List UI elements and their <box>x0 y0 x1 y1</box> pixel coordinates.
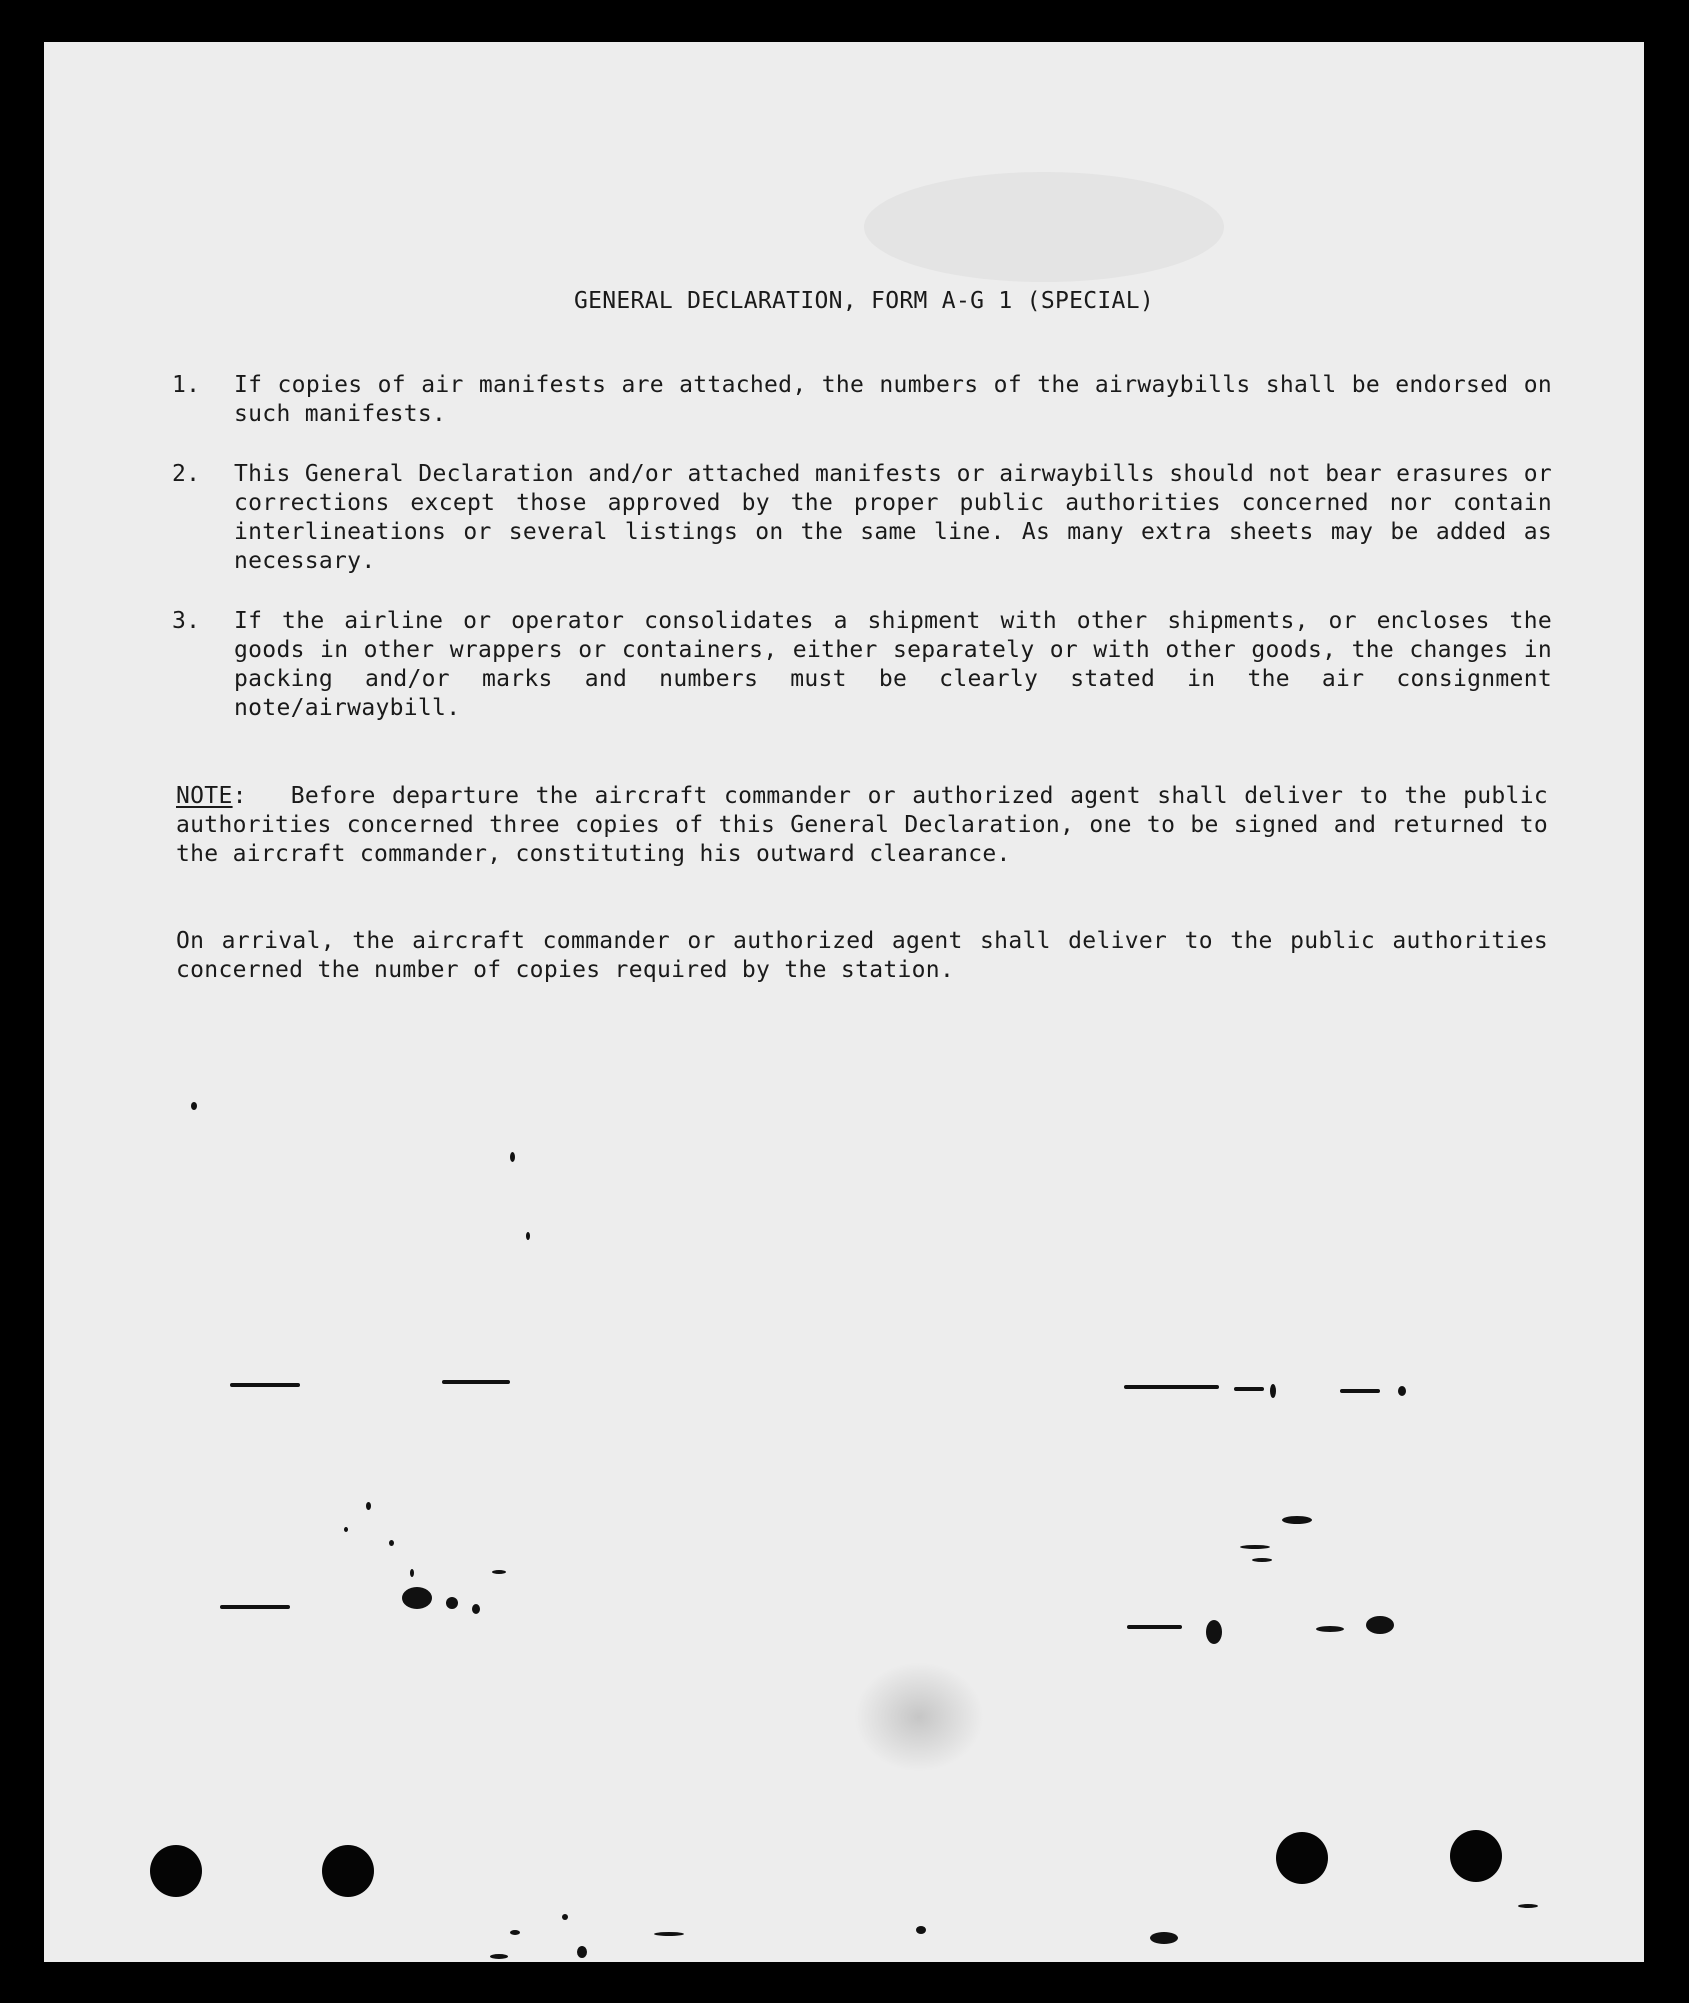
speck <box>230 1383 300 1387</box>
speck <box>1316 1626 1344 1632</box>
speck <box>577 1946 587 1958</box>
speck <box>562 1914 568 1920</box>
speck <box>916 1926 926 1934</box>
list-item <box>172 371 1552 429</box>
speck <box>1518 1904 1538 1908</box>
speck <box>389 1540 394 1546</box>
note-paragraph <box>176 782 1548 869</box>
speck <box>1270 1384 1276 1398</box>
list-item-number: 1. <box>172 372 201 398</box>
arrival-paragraph: On arrival, the aircraft commander or authorized agent shall deliver to the public authorities concerned the number of copies required by the station. <box>176 928 1548 983</box>
speck <box>1282 1516 1312 1524</box>
speck <box>472 1604 480 1614</box>
list-item-text: If copies of air manifests are attached, the numbers of the airwaybills shall be endorsed on such manifests. <box>234 372 1552 427</box>
speck <box>402 1587 432 1609</box>
speck <box>492 1570 506 1574</box>
list-item-number: 2. <box>172 461 201 487</box>
list-item-text: This General Declaration and/or attached manifests or airwaybills should not bear erasures or corrections except those approved by the proper public authorities concerned nor contain interlineations or several listings on the same line. As many extra sheets may be added as necessary. <box>234 461 1552 574</box>
speck <box>490 1954 508 1959</box>
note-colon: : <box>232 783 247 809</box>
speck <box>510 1930 520 1935</box>
speck <box>410 1569 414 1577</box>
speck <box>1252 1558 1272 1562</box>
punch-hole <box>1276 1832 1328 1884</box>
speck <box>1240 1545 1270 1549</box>
punch-hole <box>150 1845 202 1897</box>
speck <box>446 1597 458 1609</box>
speck <box>220 1605 290 1609</box>
speck <box>366 1502 371 1510</box>
speck <box>344 1527 348 1532</box>
speck <box>191 1102 197 1110</box>
smudge <box>854 1662 984 1772</box>
speck <box>1340 1389 1380 1393</box>
page-title: GENERAL DECLARATION, FORM A-G 1 (SPECIAL) <box>573 288 1155 314</box>
speck <box>1206 1620 1222 1644</box>
punch-hole <box>322 1845 374 1897</box>
speck <box>510 1152 515 1162</box>
document-page <box>44 42 1644 1962</box>
speck <box>1127 1625 1182 1629</box>
list-item <box>172 607 1552 723</box>
speck <box>1150 1932 1178 1944</box>
list-item-text: If the airline or operator consolidates a shipment with other shipments, or encloses the goods in other wrappers or containers, either separately or with other goods, the changes in packing and/or marks and numbers must be clearly stated in the air consignment note/airwaybill. <box>234 608 1552 721</box>
speck <box>1366 1616 1394 1634</box>
speck <box>442 1380 510 1384</box>
note-label: NOTE <box>176 783 233 809</box>
list-item <box>172 460 1552 576</box>
speck <box>1124 1385 1219 1389</box>
speck <box>1398 1386 1406 1396</box>
note-text: Before departure the aircraft commander or authorized agent shall deliver to the public authorities concerned three copies of this General Declaration, one to be signed and returned to the aircraft commander, constituting his outward clearance. <box>176 783 1548 867</box>
speck <box>654 1932 684 1936</box>
punch-hole <box>1450 1830 1502 1882</box>
speck <box>1234 1387 1264 1391</box>
list-item-number: 3. <box>172 608 201 634</box>
speck <box>526 1232 530 1240</box>
bleed-through-mark <box>864 172 1224 282</box>
